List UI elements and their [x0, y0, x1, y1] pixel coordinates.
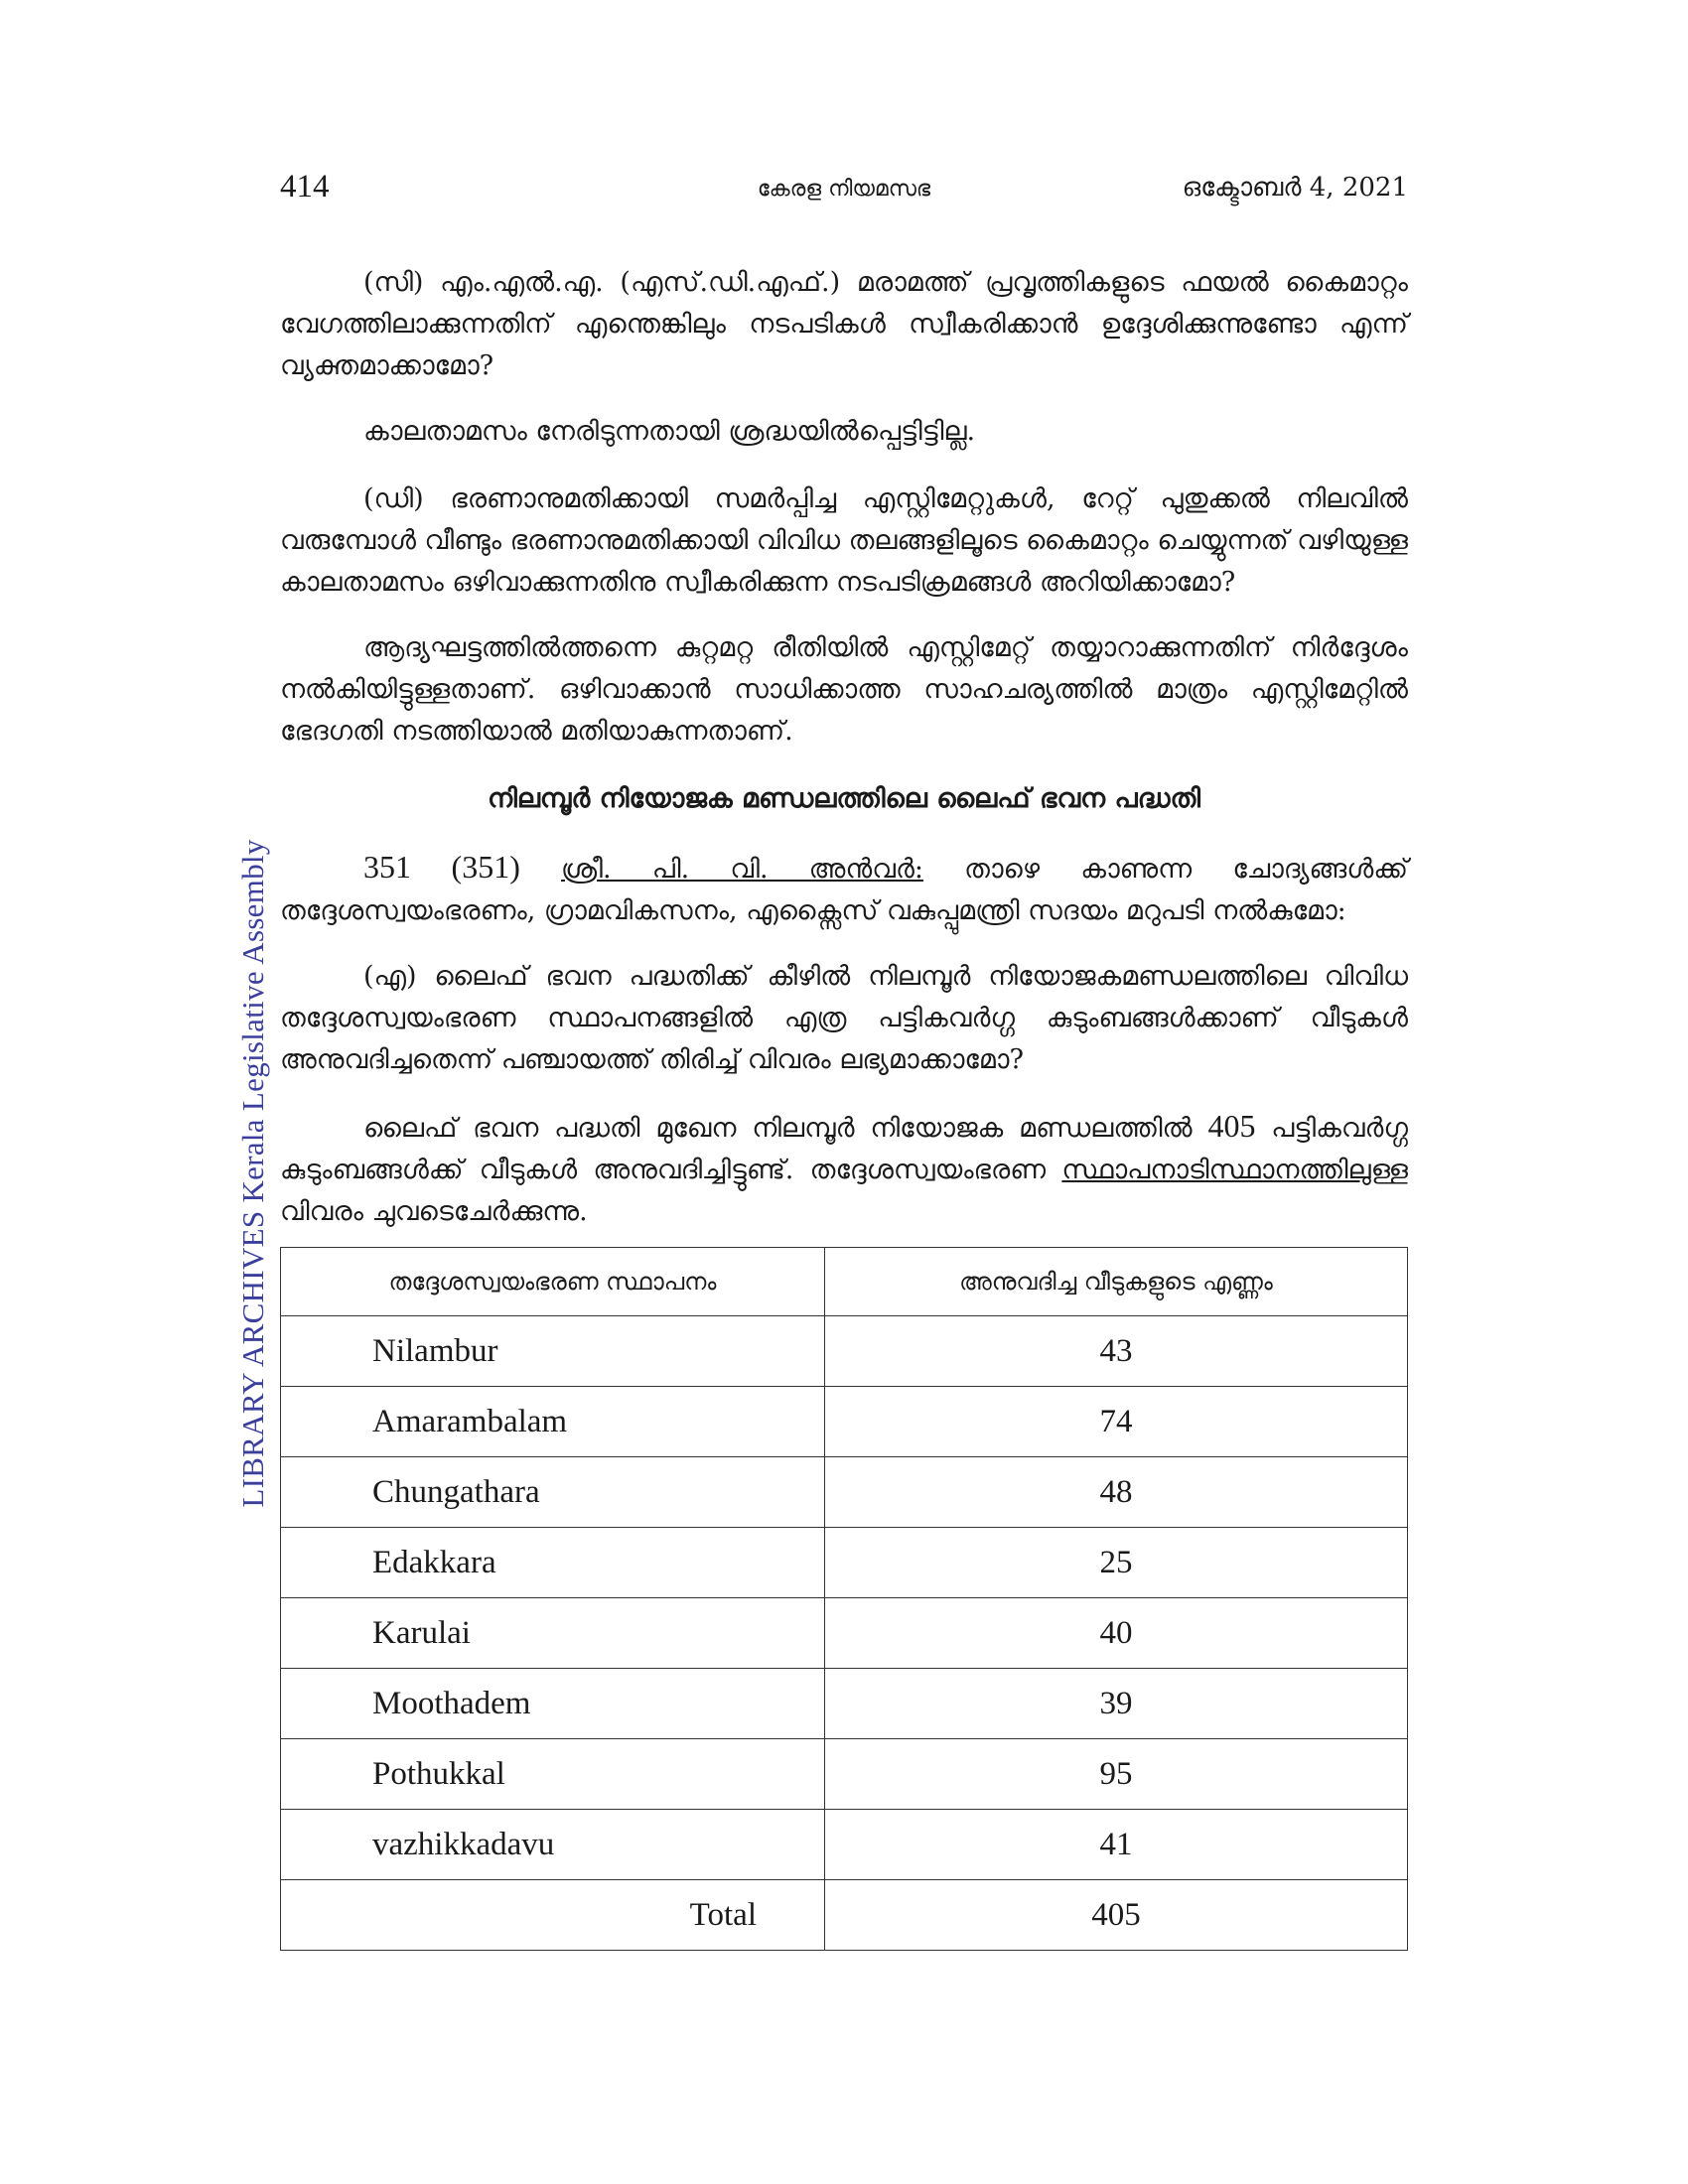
question-d: (ഡി) ഭരണാനുമതിക്കായി സമർപ്പിച്ച എസ്റ്റിമേറ്റുകൾ, റേറ്റ് പുതുക്കൽ നിലവിൽ വരുമ്പോൾ വീണ്ടും ഭരണാനുമതിക്കായി വിവിധ തലങ്ങളിലൂടെ കൈമാറ്റം ചെയ്യുന്നത് വഴിയുള്ള കാലതാമസം ഒഴിവാക്കുന്നതിനു സ്വീകരിക്കുന്ന നടപടിക്രമങ്ങൾ അറിയിക്കാമോ?	[280, 483, 1408, 598]
row-name: vazhikkadavu	[281, 1810, 825, 1880]
answer-a-number: 405	[1207, 1108, 1256, 1144]
header-count: അനുവദിച്ച വീടുകളുടെ എണ്ണം	[825, 1248, 1408, 1316]
row-name: Moothadem	[281, 1669, 825, 1739]
question-351-text: താഴെ കാണുന്ന ചോദ്യങ്ങൾക്ക് തദ്ദേശസ്വയംഭരണം, ഗ്രാമവികസനം, എക്സൈസ് വകുപ്പുമന്ത്രി സദയം മറുപടി നൽകുമോ:	[280, 854, 1408, 926]
answer-a	[280, 1105, 1408, 1233]
row-count: 95	[825, 1739, 1408, 1810]
answer-c: കാലതാമസം നേരിടുന്നതായി ശ്രദ്ധയിൽപ്പെട്ടിട്ടില്ല.	[363, 416, 976, 447]
table-row	[281, 1669, 1408, 1739]
table-row	[281, 1457, 1408, 1528]
table-row	[281, 1739, 1408, 1810]
page-date: ഒക്ടോബർ 4, 2021	[1182, 173, 1408, 203]
table-row	[281, 1810, 1408, 1880]
table-header-row	[281, 1248, 1408, 1316]
table-row	[281, 1598, 1408, 1669]
page-number: 414	[280, 169, 330, 205]
row-count: 39	[825, 1669, 1408, 1739]
answer-a-before: ലൈഫ് ഭവന പദ്ധതി മുഖേന നിലമ്പൂർ നിയോജക മണ്ഡലത്തിൽ	[363, 1113, 1193, 1144]
total-label: Total	[281, 1880, 825, 1951]
header-institution: തദ്ദേശസ്വയംഭരണ സ്ഥാപനം	[281, 1248, 825, 1316]
row-count: 41	[825, 1810, 1408, 1880]
row-count: 43	[825, 1316, 1408, 1387]
table-row	[281, 1528, 1408, 1598]
row-count: 40	[825, 1598, 1408, 1669]
table-row	[281, 1316, 1408, 1387]
question-c: (സി) എം.എൽ.എ. (എസ്.ഡി.എഫ്.) മരാമത്ത് പ്രവൃത്തികളുടെ ഫയൽ കൈമാറ്റം വേഗത്തിലാക്കുന്നതിന് എന്തെങ്കിലും നടപടികൾ സ്വീകരിക്കാൻ ഉദ്ദേശിക്കുന്നുണ്ടോ എന്ന് വ്യക്തമാക്കാമോ?	[280, 267, 1408, 381]
row-name: Pothukkal	[281, 1739, 825, 1810]
answer-a-underlined: സ്ഥാപനാടിസ്ഥാനത്തിലുള്ള	[1061, 1155, 1408, 1185]
member-name: ശ്രീ. പി. വി. അൻവർ:	[561, 854, 923, 885]
table-total-row	[281, 1880, 1408, 1951]
row-count: 74	[825, 1387, 1408, 1457]
row-name: Edakkara	[281, 1528, 825, 1598]
answer-a-end: വിവരം ചുവടെചേർക്കുന്നു.	[280, 1196, 588, 1227]
answer-d: ആദ്യഘട്ടത്തിൽത്തന്നെ കുറ്റമറ്റ രീതിയിൽ എസ്റ്റിമേറ്റ് തയ്യാറാക്കുന്നതിന് നിർദ്ദേശം നൽകിയിട്ടുള്ളതാണ്. ഒഴിവാക്കാൻ സാധിക്കാത്ത സാഹചര്യത്തിൽ മാത്രം എസ്റ്റിമേറ്റിൽ ഭേദഗതി നടത്തിയാൽ മതിയാകുന്നതാണ്.	[280, 632, 1408, 747]
question-a: (എ) ലൈഫ് ഭവന പദ്ധതിക്ക് കീഴിൽ നിലമ്പൂർ നിയോജകമണ്ഡലത്തിലെ വിവിധ തദ്ദേശസ്വയംഭരണ സ്ഥാപനങ്ങളിൽ എത്ര പട്ടികവർഗ്ഗ കുടുംബങ്ങൾക്കാണ് വീടുകൾ അനുവദിച്ചതെന്ന് പഞ്ചായത്ത് തിരിച്ച് വിവരം ലഭ്യമാക്കാമോ?	[280, 961, 1408, 1075]
question-number: 351 (351)	[363, 849, 520, 885]
houses-table	[280, 1247, 1408, 1951]
row-name: Nilambur	[281, 1316, 825, 1387]
question-351-intro	[280, 846, 1408, 932]
document-body	[280, 262, 1408, 1951]
total-value: 405	[825, 1880, 1408, 1951]
row-name: Karulai	[281, 1598, 825, 1669]
row-count: 48	[825, 1457, 1408, 1528]
table-row	[281, 1387, 1408, 1457]
section-title: നിലമ്പൂർ നിയോജക മണ്ഡലത്തിലെ ലൈഫ് ഭവന പദ്ധതി	[487, 783, 1200, 814]
running-title: കേരള നിയമസഭ	[757, 177, 931, 202]
row-count: 25	[825, 1528, 1408, 1598]
row-name: Chungathara	[281, 1457, 825, 1528]
archive-watermark: LIBRARY ARCHIVES Kerala Legislative Assembly	[235, 839, 270, 1508]
answer-a-after: പട്ടികവർഗ്ഗ കുടുംബങ്ങൾക്ക് വീടുകൾ അനുവദിച്ചിട്ടുണ്ട്. തദ്ദേശസ്വയംഭരണ	[280, 1113, 1408, 1185]
row-name: Amarambalam	[281, 1387, 825, 1457]
